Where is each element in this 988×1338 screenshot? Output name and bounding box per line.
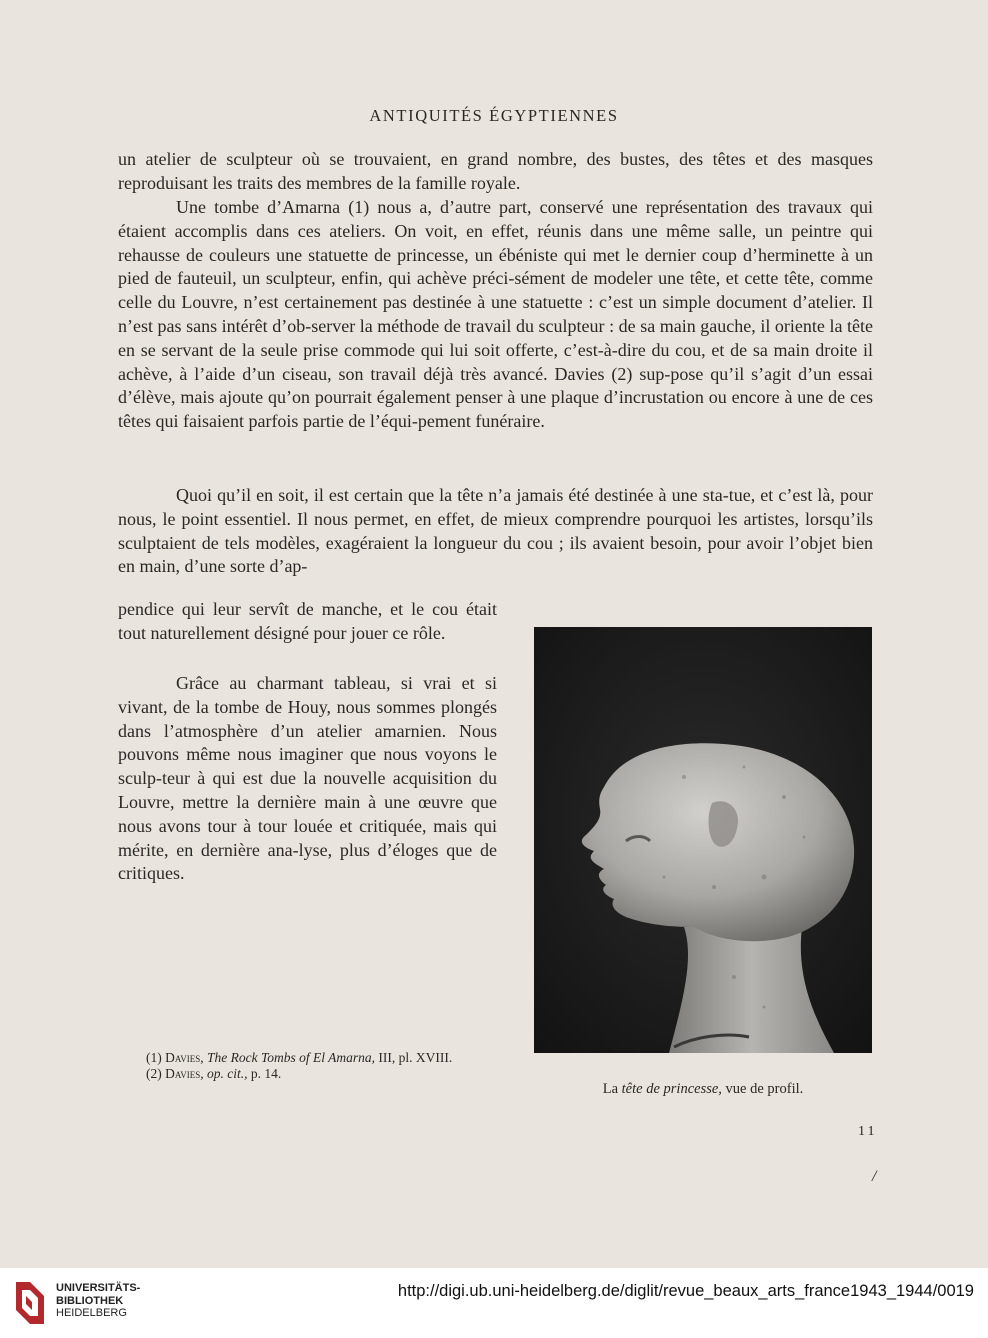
institution-line-3: HEIDELBERG (56, 1307, 127, 1319)
paragraph-2: Une tombe d’Amarna (1) nous a, d’autre part, conservé une représentation des travaux qui étaient accomplis dans ces ateliers. On voit, en effet, réunis dans une même salle, un peintre qui rehausse de couleurs une statuette de princesse, un ébéniste qui met le dernier coup d’herminette à un pied de fauteuil, un sculpteur, enfin, qui achève préci-sément de modeler une tête, et cette tête, comme celle du Louvre, n’est certainement pas destinée à une statuette : c’est un simple document d’atelier. Il n’est pas sans intérêt d’ob-server la méthode de travail du sculpteur : de sa main gauche, il oriente la tête en se servant de la seule prise commode qui lui soit offerte, c’est-à-dire du cou, et de sa main droite il achève, à l’aide d’un ciseau, son travail déjà très avancé. Davies (2) sup-pose qu’il s’agit d’un essai d’élève, mais ajoute qu’on pourrait également penser à une plaque d’incrustation ou encore à une de ces têtes qui faisaient parfois partie de l’équi-pement funéraire. (118, 197, 873, 432)
footnote-1-title: The Rock Tombs of El Amarna, (206, 1050, 375, 1065)
footnote-1-number: (1) (146, 1050, 162, 1065)
princess-head-photograph (534, 627, 872, 1053)
library-footer (0, 1268, 988, 1338)
footnote-2-author: Davies, (165, 1066, 204, 1081)
page-number: 11 (858, 1124, 878, 1139)
caption-italic: tête de princesse, (621, 1081, 722, 1097)
heidelberg-library-logo-icon (12, 1276, 48, 1330)
footnote-2 (118, 1066, 497, 1082)
figure-caption (534, 1081, 872, 1098)
pencil-mark: / (872, 1168, 877, 1185)
footnote-2-title: op. cit., (206, 1066, 248, 1081)
institution-line-2: BIBLIOTHEK (56, 1294, 124, 1307)
caption-prefix: La (602, 1081, 619, 1097)
paragraph-3: Quoi qu’il en soit, il est certain que la tête n’a jamais été destinée à une sta-tue, et c’est là, pour nous, le point essentiel. Il nous permet, en effet, de mieux comprendre pourquoi les artistes, lorsqu’ils sculptaient de tels modèles, exagéraient la longueur du cou ; ils avaient besoin, pour avoir l’objet bien en main, d’une sorte d’ap- (118, 485, 873, 577)
paragraph-4: Grâce au charmant tableau, si vrai et si vivant, de la tombe de Houy, nous sommes plongés dans l’atmosphère d’un atelier amarnien. Nous pouvons même nous imaginer que nous voyons le sculp-teur à qui est due la nouvelle acquisition du Louvre, mettre la dernière main à une œuvre que nous avons tour à tour louée et critiquée, mais qui mérite, en dernière ana-lyse, plus d’éloges que de critiques. (118, 673, 497, 884)
paragraph-1: un atelier de sculpteur où se trouvaient, en grand nombre, des bustes, des têtes et des masques reproduisant les traits des membres de la famille royale. (118, 149, 873, 193)
footnote-2-number: (2) (146, 1066, 162, 1081)
paragraph-3-continued: pendice qui leur servît de manche, et le cou était tout naturellement désigné pour jouer ce rôle. (118, 599, 497, 643)
footnote-1-reference: III, pl. XVIII. (378, 1050, 453, 1065)
sculpture-head-image (534, 627, 872, 1053)
institution-line-1: UNIVERSITÄTS- (56, 1282, 141, 1294)
source-url[interactable]: http://digi.ub.uni-heidelberg.de/diglit/revue_beaux_arts_france1943_1944/0019 (397, 1282, 974, 1300)
caption-suffix: vue de profil. (725, 1081, 804, 1097)
footnote-1 (118, 1050, 497, 1066)
footnote-2-reference: p. 14. (250, 1066, 282, 1081)
running-title: ANTIQUITÉS ÉGYPTIENNES (369, 106, 619, 125)
footnotes (118, 1050, 497, 1082)
institution-name (56, 1282, 140, 1320)
footnote-1-author: Davies, (165, 1050, 204, 1065)
